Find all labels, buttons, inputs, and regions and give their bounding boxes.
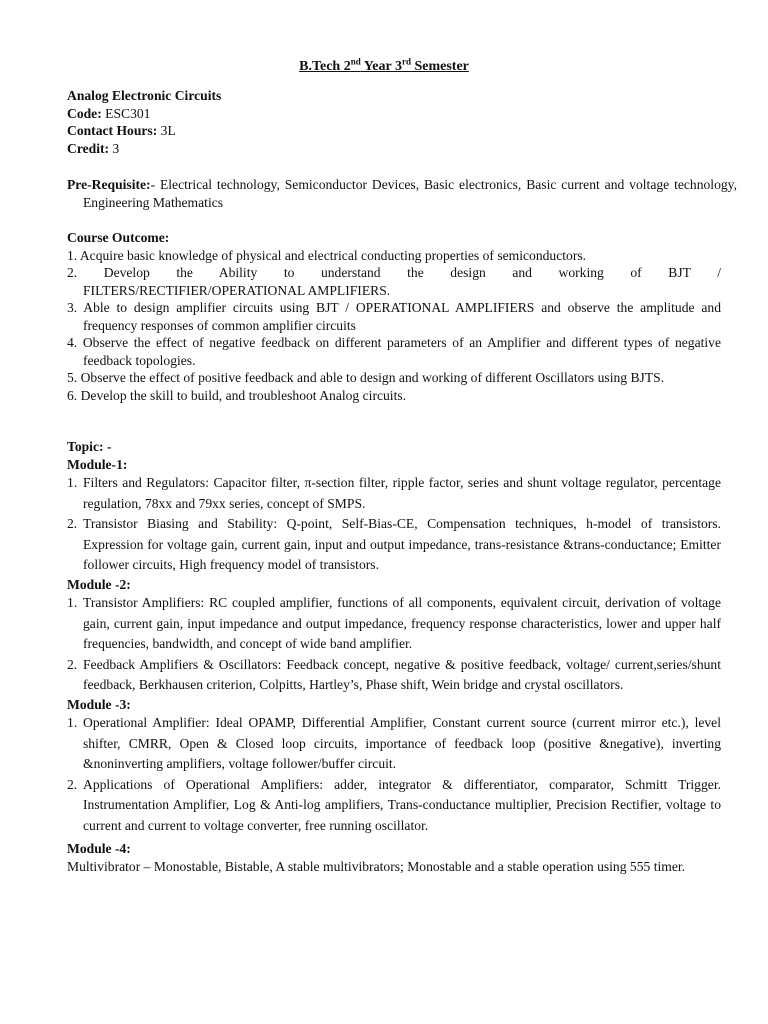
outcome-item: 6. Develop the skill to build, and troubleshoot Analog circuits. [67, 387, 407, 403]
module-heading: Module-1: [67, 456, 128, 472]
module-item: 1. Filters and Regulators: Capacitor filter, π-section filter, ripple factor, series and shunt voltage regulator, percentage regulation, 78xx and 79xx series, concept of SMPS. [67, 475, 721, 511]
prerequisite: Pre-Requisite:- Electrical technology, Semiconductor Devices, Basic electronics, Basic current and voltage technology, Engineering Mathematics [67, 177, 737, 210]
title-text: B.Tech 2nd Year 3rd Semester [299, 56, 469, 74]
outcome-item: 5. Observe the effect of positive feedback and able to design and working of different Oscillators using BJTS. [67, 370, 665, 385]
module-1 [67, 456, 721, 576]
credit: Credit: 3 [67, 140, 120, 156]
outcomes-heading: Course Outcome: [67, 230, 170, 245]
contact-hours: Contact Hours: 3L [67, 123, 176, 138]
module-item: 1. Operational Amplifier: Ideal OPAMP, Differential Amplifier, Constant current source (current mirror etc.), level shifter, CMRR, Open & Closed loop circuits, importance of feedback loop (positive &negative), inverting &noninverting amplifiers, voltage follower/buffer circuit. [67, 715, 721, 771]
outcome-item: 2. Develop the Ability to understand the design and working of BJT / FILTERS/RECTIFIER/OPERATIONAL AMPLIFIERS. [67, 265, 721, 298]
module-item: 1. Transistor Amplifiers: RC coupled amplifier, functions of all components, equivalent circuit, derivation of voltage gain, current gain, input impedance and output impedance, frequency response characteristics, lower and upper half frequencies, bandwidth, and concept of wide band amplifier. [67, 595, 721, 651]
module-4 [67, 840, 721, 875]
outcome-item: 1. Acquire basic knowledge of physical and electrical conducting properties of semiconductors. [67, 247, 587, 263]
module-2 [67, 576, 721, 696]
topic-label: Topic: - [67, 439, 112, 454]
course-info [67, 87, 721, 157]
outcome-item: 3. Able to design amplifier circuits using BJT / OPERATIONAL AMPLIFIERS and observe the amplitude and frequency responses of common amplifier circuits [67, 300, 721, 333]
module-3 [67, 696, 721, 837]
course-name: Analog Electronic Circuits [67, 88, 222, 103]
module-item: Multivibrator – Monostable, Bistable, A stable multivibrators; Monostable and a stable operation using 555 timer. [67, 858, 686, 874]
module-heading: Module -2: [67, 576, 131, 592]
module-item: 2. Feedback Amplifiers & Oscillators: Feedback concept, negative & positive feedback, voltage/ current,series/shunt feedback, Berkhausen criterion, Colpitts, Hartley’s, Phase shift, Wein bridge and crystal oscillators. [67, 656, 721, 692]
module-item: 2. Transistor Biasing and Stability: Q-point, Self-Bias-CE, Compensation techniques, h-model of transistors. Expression for voltage gain, current gain, input and output impedance, trans-resistance &trans-conductance; Emitter follower circuits, High frequency model of transistors. [67, 516, 721, 572]
module-heading: Module -4: [67, 841, 131, 856]
course-code: Code: ESC301 [67, 105, 151, 121]
course-outcomes [67, 229, 721, 404]
modules-section [67, 438, 721, 875]
module-heading: Module -3: [67, 696, 131, 712]
module-item: 2. Applications of Operational Amplifiers: adder, integrator & differentiator, comparator, Schmitt Trigger. Instrumentation Amplifier, Log & Anti-log amplifiers, Trans-conductance multiplier, Precision Rectifier, voltage to current and current to voltage converter, free running oscillator. [67, 776, 721, 833]
page-title [0, 58, 768, 76]
outcome-item: 4. Observe the effect of negative feedback on different parameters of an Amplifier and different types of negative feedback topologies. [67, 335, 721, 368]
